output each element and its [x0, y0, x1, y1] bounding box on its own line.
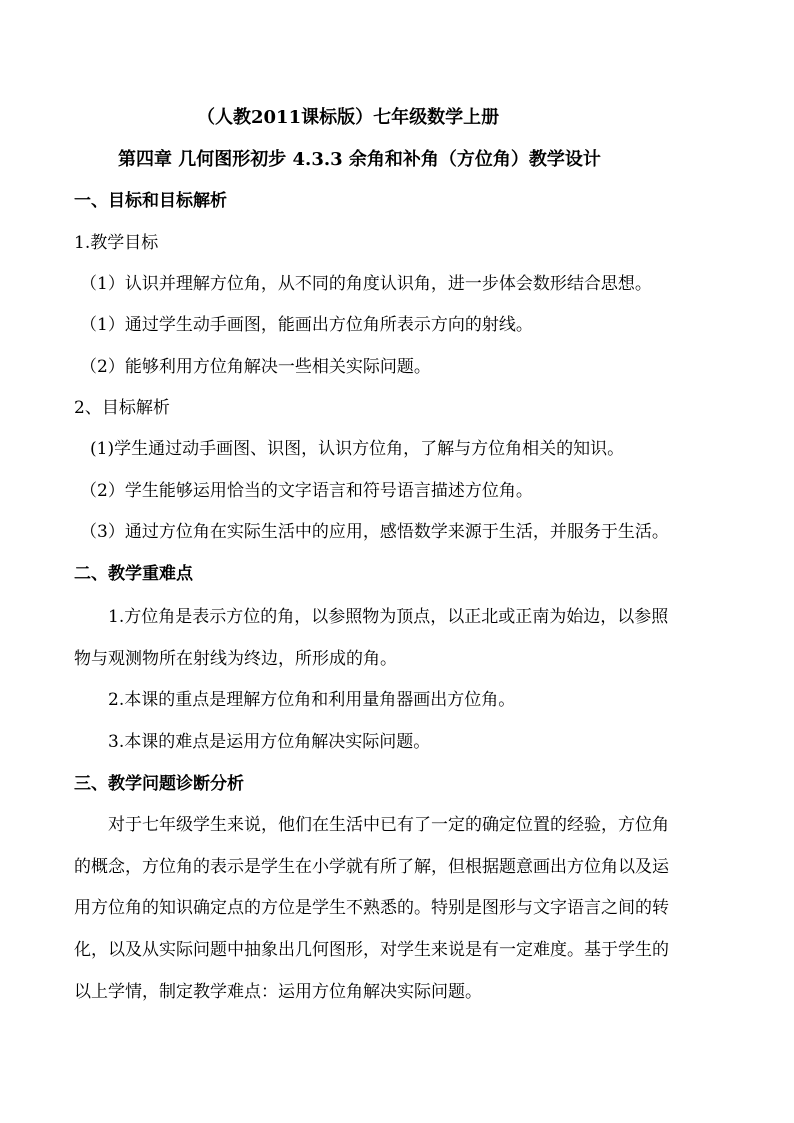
- section1-sub1-item: （1）通过学生动手画图，能画出方位角所表示方向的射线。: [80, 315, 533, 335]
- section1-sub1-item: （2）能够利用方位角解决一些相关实际问题。: [80, 357, 431, 377]
- section1-sub1-heading: 1.教学目标: [74, 233, 159, 253]
- section1-sub1-item: （1）认识并理解方位角，从不同的角度认识角，进一步体会数形结合思想。: [80, 274, 652, 294]
- section2-para3: 3.本课的难点是运用方位角解决实际问题。: [108, 732, 431, 752]
- section3-heading: 三、教学问题诊断分析: [74, 774, 244, 794]
- document-title-line2: 第四章 几何图形初步 4.3.3 余角和补角（方位角）教学设计: [118, 149, 601, 170]
- section1-heading: 一、目标和目标解析: [74, 191, 227, 211]
- section3-para-line: 的概念，方位角的表示是学生在小学就有所了解，但根据题意画出方位角以及运: [74, 857, 669, 877]
- section3-para-line: 对于七年级学生来说，他们在生活中已有了一定的确定位置的经验，方位角: [108, 815, 669, 835]
- section3-para-line: 化，以及从实际问题中抽象出几何图形，对学生来说是有一定难度。基于学生的: [74, 940, 669, 960]
- document-title-line1: （人教2011课标版）七年级数学上册: [197, 107, 500, 128]
- section1-sub2-heading: 2、目标解析: [74, 398, 170, 418]
- section3-para-line: 用方位角的知识确定点的方位是学生不熟悉的。特别是图形与文字语言之间的转: [74, 898, 669, 918]
- section1-sub2-item: （3）通过方位角在实际生活中的应用，感悟数学来源于生活，并服务于生活。: [80, 522, 669, 542]
- section1-sub2-item: (1)学生通过动手画图、识图，认识方位角，了解与方位角相关的知识。: [90, 439, 625, 459]
- section3-para-line: 以上学情，制定教学难点：运用方位角解决实际问题。: [74, 982, 482, 1002]
- section2-para2: 2.本课的重点是理解方位角和利用量角器画出方位角。: [108, 690, 516, 710]
- section2-para1-line1: 1.方位角是表示方位的角，以参照物为顶点，以正北或正南为始边，以参照: [108, 607, 669, 627]
- section1-sub2-item: （2）学生能够运用恰当的文字语言和符号语言描述方位角。: [80, 481, 533, 501]
- section2-para1-line2: 物与观测物所在射线为终边，所形成的角。: [74, 649, 397, 669]
- section2-heading: 二、教学重难点: [74, 564, 193, 584]
